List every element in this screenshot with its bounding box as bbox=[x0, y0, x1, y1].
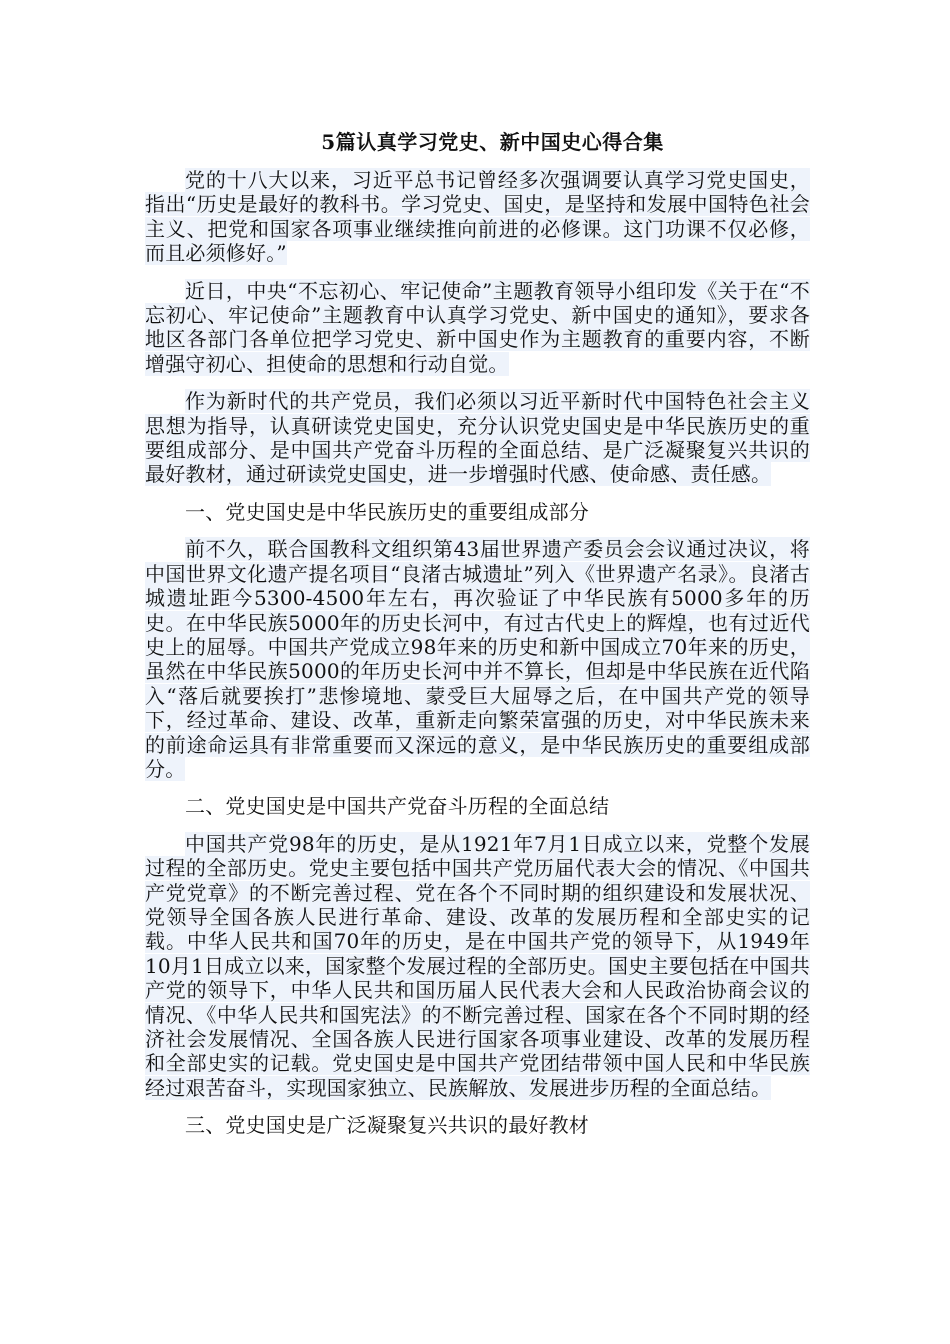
paragraph-intro bbox=[145, 168, 810, 266]
paragraph-party-history-text: 中国共产党98年的历史，是从1921年7月1日成立以来，党整个发展过程的全部历史。党史主要包括中国共产党历届代表大会的情况、《中国共产党党章》的不断完善过程、党在各个不同时期的组织建设和发展状况、党领导全国各族人民进行革命、建设、改革的发展历程和全部史实的记载。中华人民共和国70年的历史，是在中国共产党的领导下，从1949年10月1日成立以来，国家整个发展过程的全部历史。国史主要包括在中国共产党的领导下，中华人民共和国历届人民代表大会和人民政治协商会议的情况、《中华人民共和国宪法》的不断完善过程、国家在各个不同时期的经济社会发展情况、全国各族人民进行国家各项事业建设、改革的发展历程和全部史实的记载。党史国史是中国共产党团结带领中国人民和中华民族经过艰苦奋斗，实现国家独立、民族解放、发展进步历程的全面总结。 bbox=[145, 831, 810, 1100]
paragraph-liangzhu-text: 前不久，联合国教科文组织第43届世界遗产委员会会议通过决议，将中国世界文化遗产提名项目“良渚古城遗址”列入《世界遗产名录》。良渚古城遗址距今5300-4500年左右，再次验证了中华民族有5000多年的历史。在中华民族5000年的历史长河中，有过古代史上的辉煌，也有过近代史上的屈辱。中国共产党成立98年来的历史和新中国成立70年来的历史，虽然在中华民族5000的年历史长河中并不算长，但却是中华民族在近代陷入“落后就要挨打”悲惨境地、蒙受巨大屈辱之后，在中国共产党的领导下，经过革命、建设、改革，重新走向繁荣富强的历史，对中华民族未来的前途命运具有非常重要而又深远的意义，是中华民族历史的重要组成部分。 bbox=[145, 537, 810, 781]
paragraph-new-era-text: 作为新时代的共产党员，我们必须以习近平新时代中国特色社会主义思想为指导，认真研读党史国史，充分认识党史国史是中华民族历史的重要组成部分、是中国共产党奋斗历程的全面总结、是广泛凝聚复兴共识的最好教材，通过研读党史国史，进一步增强时代感、使命感、责任感。 bbox=[145, 389, 810, 487]
paragraph-notice bbox=[145, 279, 810, 377]
paragraph-new-era bbox=[145, 389, 810, 487]
paragraph-party-history bbox=[145, 832, 810, 1100]
paragraph-liangzhu bbox=[145, 537, 810, 781]
section-heading-2: 二、党史国史是中国共产党奋斗历程的全面总结 bbox=[185, 794, 610, 819]
paragraph-intro-text: 党的十八大以来，习近平总书记曾经多次强调要认真学习党史国史，指出“历史是最好的教科书。学习党史、国史，是坚持和发展中国特色社会主义、把党和国家各项事业继续推向前进的必修课。这门功课不仅必修，而且必须修好。” bbox=[145, 168, 810, 266]
paragraph-notice-text: 近日，中央“不忘初心、牢记使命”主题教育领导小组印发《关于在“不忘初心、牢记使命”主题教育中认真学习党史、新中国史的通知》，要求各地区各部门各单位把学习党史、新中国史作为主题教育的重要内容，不断增强守初心、担使命的思想和行动自觉。 bbox=[145, 278, 810, 376]
section-heading-1: 一、党史国史是中华民族历史的重要组成部分 bbox=[185, 499, 589, 524]
document-body bbox=[145, 128, 810, 1151]
section-heading-3: 三、党史国史是广泛凝聚复兴共识的最好教材 bbox=[185, 1113, 589, 1138]
document-title: 5篇认真学习党史、新中国史心得合集 bbox=[321, 130, 664, 154]
